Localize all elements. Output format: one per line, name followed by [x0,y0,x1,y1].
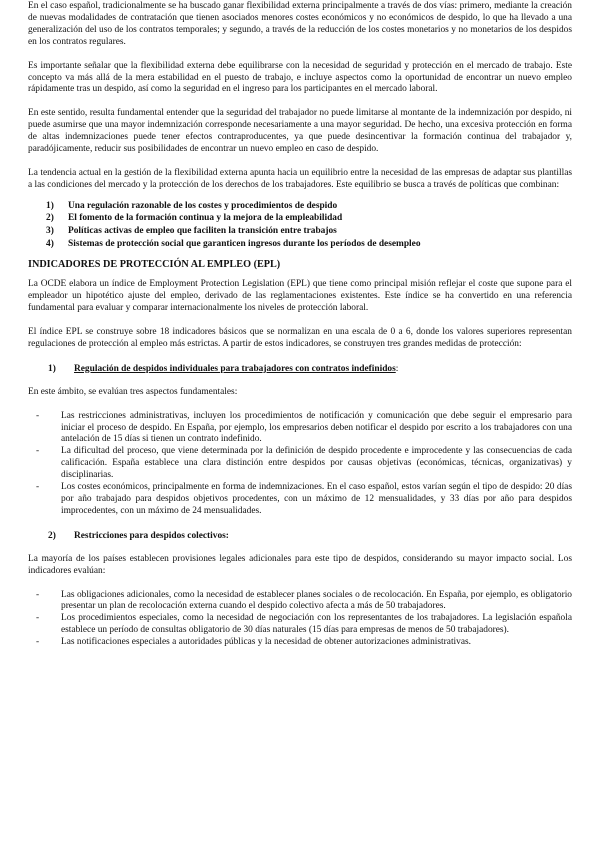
measure-number: 2) [48,530,56,541]
policy-text: Políticas activas de empleo que faciliten la transición entre trabajos [68,225,337,236]
bullet-dash: - [36,482,40,493]
measure-heading-individual [28,363,572,375]
policy-number: 3) [46,225,54,236]
paragraph-seguridad-trabajador: En este sentido, resulta fundamental entender que la seguridad del trabajador no puede limitarse al montante de la indemnización por despido, ni puede asumirse que una mayor indemnización corresponde necesariamente a una mayor seguridad. De hecho, una excesiva protección en forma de altas indemnizaciones puede tener efectos contraproducentes, ya que puede desincentivar la formación continua del trabajador y, paradójicamente, reducir sus posibilidades de encontrar un nuevo empleo en caso de despido. [28,108,572,155]
paragraph-ocde-epl: La OCDE elabora un índice de Employment Protection Legislation (EPL) que tiene como principal misión reflejar el coste que supone para el empleador un hipotético ajuste del empleo, derivado de las reglamentaciones existentes. Este índice se ha convertido en una referencia fundamental para evaluar y comparar internacionalmente los niveles de protección laboral. [28,279,572,313]
policy-item [28,212,572,225]
policy-text: Sistemas de protección social que garanticen ingresos durante los períodos de desempleo [68,238,421,249]
bullet-text: Las restricciones administrativas, incluyen los procedimientos de notificación y comunicación que debe seguir el empresario para iniciar el proceso de despido. En España, por ejemplo, los empresarios deben notificar el despido por escrito a los trabajadores con una antelación de 15 días si tienen un contrato indefinido. [61,410,572,445]
section-heading-epl: INDICADORES DE PROTECCIÓN AL EMPLEO (EPL) [28,259,281,271]
policy-list [28,200,572,250]
bullet-dash: - [36,446,40,457]
bullet-text: La dificultad del proceso, que viene determinada por la definición de despido procedente e improcedente y las consecuencias de cada calificación. España establece una clara distinción entre despidos por causas objetivas (económicas, técnicas, organizativas) y disciplinarias. [61,446,572,481]
list-item [28,590,572,614]
measure-title: Restricciones para despidos colectivos: [74,530,229,541]
policy-number: 4) [46,238,54,249]
paragraph-flexibilidad-espana: En el caso español, tradicionalmente se ha buscado ganar flexibilidad externa principalmente a través de dos vías: primero, mediante la creación de nuevas modalidades de contratación que tienen asociados menores costes económicos y no económicos de despido, lo que ha llevado a una generalización del uso de los contratos temporales; y segundo, a través de la reducción de los costes monetarios y no monetarios de los despidos en los contratos regulares. [28,1,572,47]
bullet-text: Las obligaciones adicionales, como la necesidad de establecer planes sociales o de recolocación. En España, por ejemplo, es obligatorio presentar un plan de recolocación externa cuando el despido colectivo afecta a más de 50 trabajadores. [61,589,572,612]
list-item [28,446,572,482]
policy-text: El fomento de la formación continua y la mejora de la empleabilidad [68,213,343,224]
policy-item [28,200,572,213]
list-item [28,637,572,649]
bullet-dash: - [36,410,40,421]
bullet-list-colectivos [28,590,572,650]
policy-text: Una regulación razonable de los costes y procedimientos de despido [68,200,338,211]
list-item [28,482,572,518]
paragraph-tendencia-actual: La tendencia actual en la gestión de la flexibilidad externa apunta hacia un equilibrio entre la necesidad de las empresas de adaptar sus plantillas a las condiciones del mercado y la protección de los derechos de los trabajadores. Este equilibrio se busca a través de políticas que combinan: [28,167,572,190]
bullet-text: Las notificaciones especiales a autoridades públicas y la necesidad de obtener autorizaciones administrativas. [61,637,471,648]
bullet-dash: - [36,613,40,624]
policy-number: 1) [46,200,54,211]
bullet-text: Los procedimientos especiales, como la necesidad de negociación con los representantes de los trabajadores. La legislación española establece un período de consultas obligatorio de 30 días naturales (15 días para empresas de menos de 50 trabajadores). [61,613,572,636]
paragraph-ambito: En este ámbito, se evalúan tres aspectos fundamentales: [28,386,238,397]
list-item [28,411,572,447]
measure-title-colon: : [395,363,399,374]
measure-heading-colectivos [28,530,572,542]
bullet-list-individual [28,411,572,518]
policy-number: 2) [46,213,54,224]
bullet-text: Los costes económicos, principalmente en forma de indemnizaciones. En el caso español, estos varían según el tipo de despido: 20 días por año trabajado para despidos objetivos procedentes, con un máximo de 12 mensualidades, y 33 días por año para despidos improcedentes, con un máximo de 24 mensualidades. [61,482,572,516]
bullet-dash: - [36,637,40,648]
list-item [28,613,572,637]
paragraph-mayoria-paises: La mayoría de los países establecen provisiones legales adicionales para este tipo de despidos, considerando su mayor impacto social. Los indicadores evalúan: [28,553,572,576]
measure-title: Regulación de despidos individuales para trabajadores con contratos indefinidos [74,363,396,374]
bullet-dash: - [36,589,40,600]
paragraph-equilibrio-seguridad: Es importante señalar que la flexibilidad externa debe equilibrarse con la necesidad de seguridad y protección en el mercado de trabajo. Este concepto va más allá de la mera estabilidad en el puesto de trabajo, e incluye aspectos como la oportunidad de encontrar un nuevo empleo rápidamente tras un despido, así como la seguridad en el ingreso para los participantes en el mercado laboral. [28,60,572,95]
policy-item [28,225,572,238]
paragraph-indice-epl: El índice EPL se construye sobre 18 indicadores básicos que se normalizan en una escala de 0 a 6, donde los valores superiores representan regulaciones de protección al empleo más estrictas. A partir de estos indicadores, se construyen tres grandes medidas de protección: [28,326,572,349]
policy-item [28,238,572,251]
measure-number: 1) [48,363,56,374]
